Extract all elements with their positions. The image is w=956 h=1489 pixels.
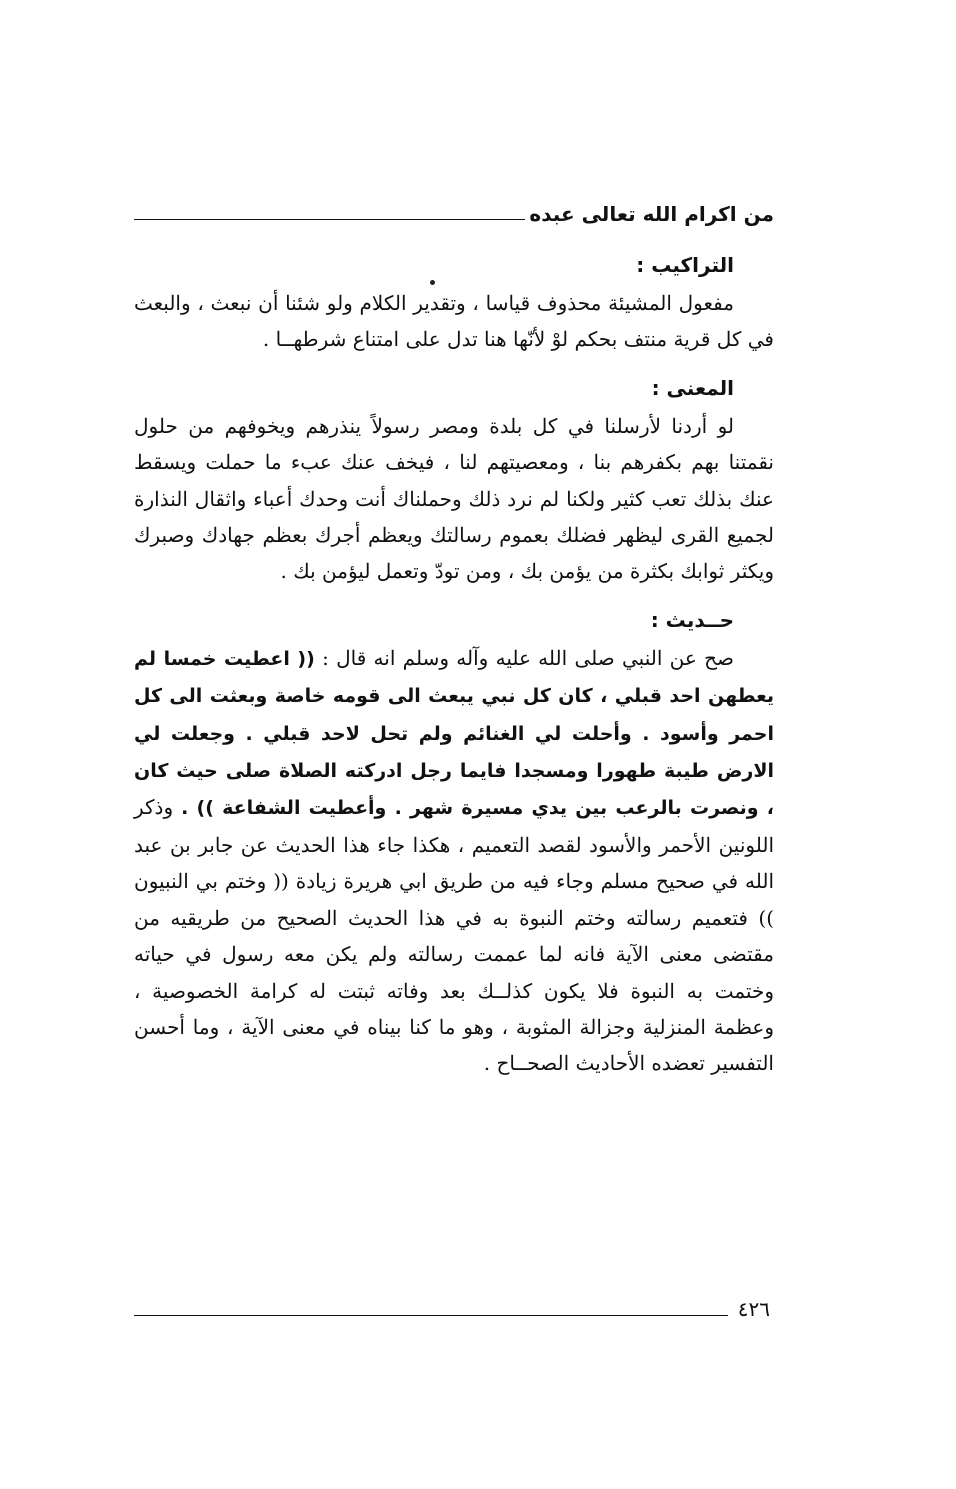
header-rule — [134, 219, 525, 220]
page-number: ٤٢٦ — [737, 1297, 770, 1321]
header-title: من اكرام الله تعالى عبده — [529, 202, 774, 226]
footer-rule — [134, 1315, 728, 1316]
page-body — [134, 245, 774, 1092]
paragraph-tarakib: مفعول المشيئة محذوف قياسا ، وتقدير الكلام ولو شئنا أن نبعث ، والبعث في كل قرية منتف بحكم لوْ لأنّها هنا تدل على امتناع شرطهــا . — [134, 291, 774, 352]
section-heading-maana: المعنى : — [651, 375, 734, 400]
paragraph-hadith — [134, 640, 774, 1082]
paragraph-maana: لو أردنا لأرسلنا في كل بلدة ومصر رسولاً ينذرهم ويخوفهم من حلول نقمتنا بهم بكفرهم بنا ، ومعصيتهم لنا ، فيخف عنك عبء ما حملت ويسقط عنك بذلك تعب كثير ولكنا لم نرد ذلك وحملناك أنت وحدك أعباء واثقال النذارة لجميع القرى ليظهر فضلك بعموم رسالتك ويعظم أجرك بعظم جهادك وصبرك ويكثر ثوابك بكثرة من يؤمن بك ، ومن تودّ وتعمل ليؤمن بك . — [134, 413, 774, 584]
hadith-intro: صح عن النبي صلى الله عليه وآله وسلم انه قال : — [322, 645, 735, 670]
page-footer — [134, 1294, 774, 1324]
section-heading-hadith: حــديث : — [650, 607, 734, 632]
section-heading-tarakib: التراكيب : — [636, 253, 734, 277]
running-header — [134, 190, 774, 226]
hadith-commentary: وذكر اللونين الأحمر والأسود لقصد التعميم ، هكذا جاء هذا الحديث عن جابر بن عبد الله في صحيح مسلم وجاء فيه من طريق ابي هريرة زيادة (( وختم بي النبيون )) فتعميم رسالته وختم النبوة به في هذا الحديث الصحيح من طريقيه من مقتضى معنى الآية فانه لما عممت رسالته ولم يكن معه رسول في حياته وختمت به النبوة فلا يكون كذلــك بعد وفاته ثبتت له كرامة الخصوصية ، وعظمة المنزلية وجزالة المثوبة ، وهو ما كنا بيناه في معنى الآية ، وما أحسن التفسير تعضده الأحاديث الصحــاح . — [134, 795, 774, 1076]
hadith-quote: (( اعطيت خمسا لم يعطهن احد قبلي ، كان كل نبي يبعث الى قومه خاصة وبعثت الى كل احمر وأسود . وأحلت لي الغنائم ولم تحل لاحد قبلي . وجعلت لي الارض طيبة طهورا ومسجدا فايما رجل ادركته الصلاة صلى حيث كان ، ونصرت بالرعب بين يدي مسيرة شهر . وأعطيت الشفاعة )) . — [134, 647, 775, 820]
